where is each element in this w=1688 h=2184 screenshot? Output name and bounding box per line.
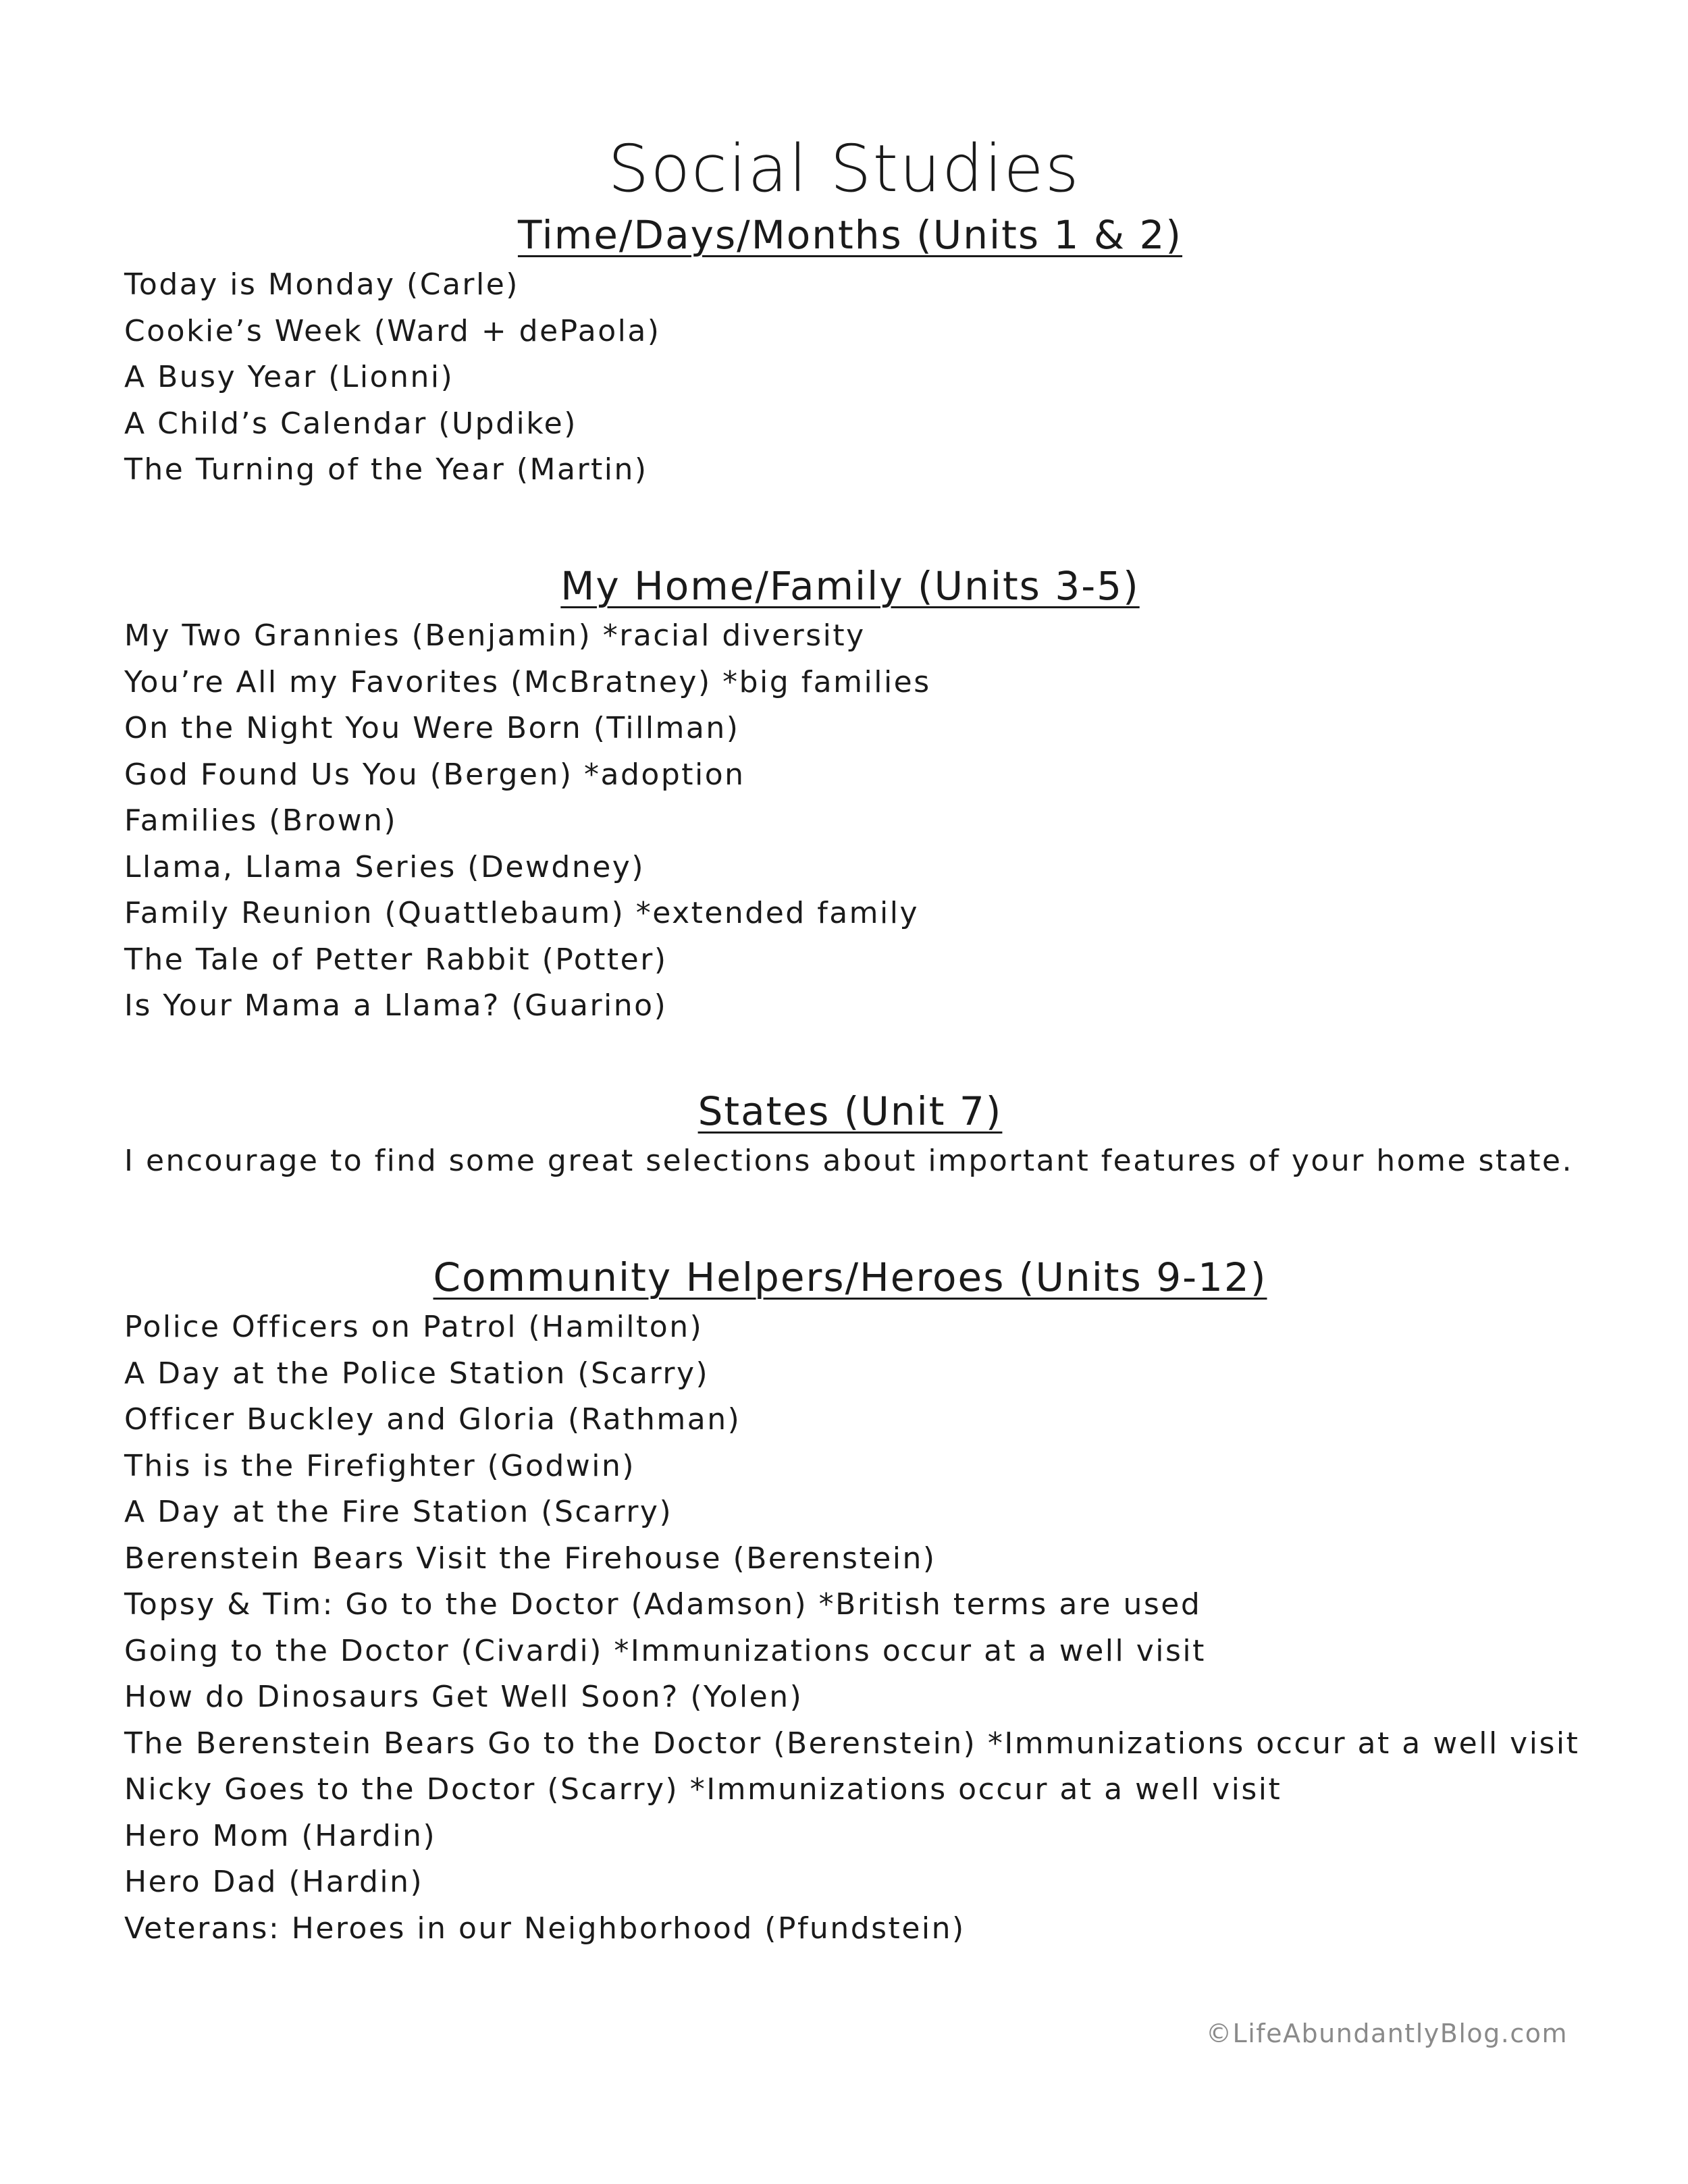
list-item: The Tale of Petter Rabbit (Potter)	[124, 942, 668, 977]
section-heading-text: My Home/Family (Units 3-5)	[560, 563, 1140, 609]
list-item: Berenstein Bears Visit the Firehouse (Berenstein)	[124, 1541, 937, 1576]
list-item: Today is Monday (Carle)	[124, 267, 519, 302]
list-item: Officer Buckley and Gloria (Rathman)	[124, 1402, 741, 1437]
list-item: Hero Dad (Hardin)	[124, 1865, 424, 1899]
list-item: A Child’s Calendar (Updike)	[124, 406, 577, 441]
list-item: My Two Grannies (Benjamin) *racial diversity	[124, 618, 866, 653]
copyright-footer: ©LifeAbundantlyBlog.com	[1206, 2019, 1568, 2048]
list-item: A Day at the Fire Station (Scarry)	[124, 1495, 673, 1529]
list-item: Veterans: Heroes in our Neighborhood (Pfundstein)	[124, 1911, 966, 1946]
list-item: This is the Firefighter (Godwin)	[124, 1448, 636, 1483]
list-item: On the Night You Were Born (Tillman)	[124, 711, 740, 745]
section-heading	[124, 559, 1576, 613]
list-item: Llama, Llama Series (Dewdney)	[124, 849, 645, 884]
book-list	[124, 262, 1576, 494]
section-heading-text: States (Unit 7)	[697, 1088, 1003, 1134]
list-item: Family Reunion (Quattlebaum) *extended family	[124, 896, 920, 930]
section-heading-text: Time/Days/Months (Units 1 & 2)	[517, 212, 1183, 258]
section-heading	[124, 1084, 1576, 1138]
section-states	[124, 1084, 1576, 1185]
list-item: You’re All my Favorites (McBratney) *big families	[124, 664, 931, 699]
section-community-helpers-heroes	[124, 1250, 1580, 1952]
list-item: God Found Us You (Bergen) *adoption	[124, 757, 745, 792]
list-item: Nicky Goes to the Doctor (Scarry) *Immunizations occur at a well visit	[124, 1772, 1282, 1807]
book-list	[124, 1304, 1580, 1952]
section-my-home-family	[124, 559, 1576, 1030]
list-item: The Turning of the Year (Martin)	[124, 452, 648, 487]
list-item: A Day at the Police Station (Scarry)	[124, 1356, 710, 1391]
section-heading-text: Community Helpers/Heroes (Units 9-12)	[433, 1254, 1267, 1300]
list-item: Hero Mom (Hardin)	[124, 1818, 437, 1853]
list-item: Families (Brown)	[124, 803, 398, 838]
section-time-days-months	[124, 208, 1576, 494]
list-item: A Busy Year (Lionni)	[124, 360, 454, 394]
list-item: Police Officers on Patrol (Hamilton)	[124, 1310, 704, 1344]
section-heading	[124, 208, 1576, 262]
list-item: Topsy & Tim: Go to the Doctor (Adamson) *British terms are used	[124, 1587, 1202, 1622]
list-item: Going to the Doctor (Civardi) *Immunizations occur at a well visit	[124, 1633, 1206, 1668]
list-item: Is Your Mama a Llama? (Guarino)	[124, 988, 668, 1023]
section-paragraph: I encourage to find some great selections about important features of your home state.	[124, 1144, 1573, 1178]
list-item: The Berenstein Bears Go to the Doctor (Berenstein) *Immunizations occur at a well visit	[124, 1726, 1580, 1761]
list-item: Cookie’s Week (Ward + dePaola)	[124, 313, 661, 348]
page-title: Social Studies	[608, 131, 1080, 207]
book-list	[124, 613, 1576, 1030]
list-item: How do Dinosaurs Get Well Soon? (Yolen)	[124, 1680, 803, 1714]
section-heading	[124, 1250, 1576, 1304]
